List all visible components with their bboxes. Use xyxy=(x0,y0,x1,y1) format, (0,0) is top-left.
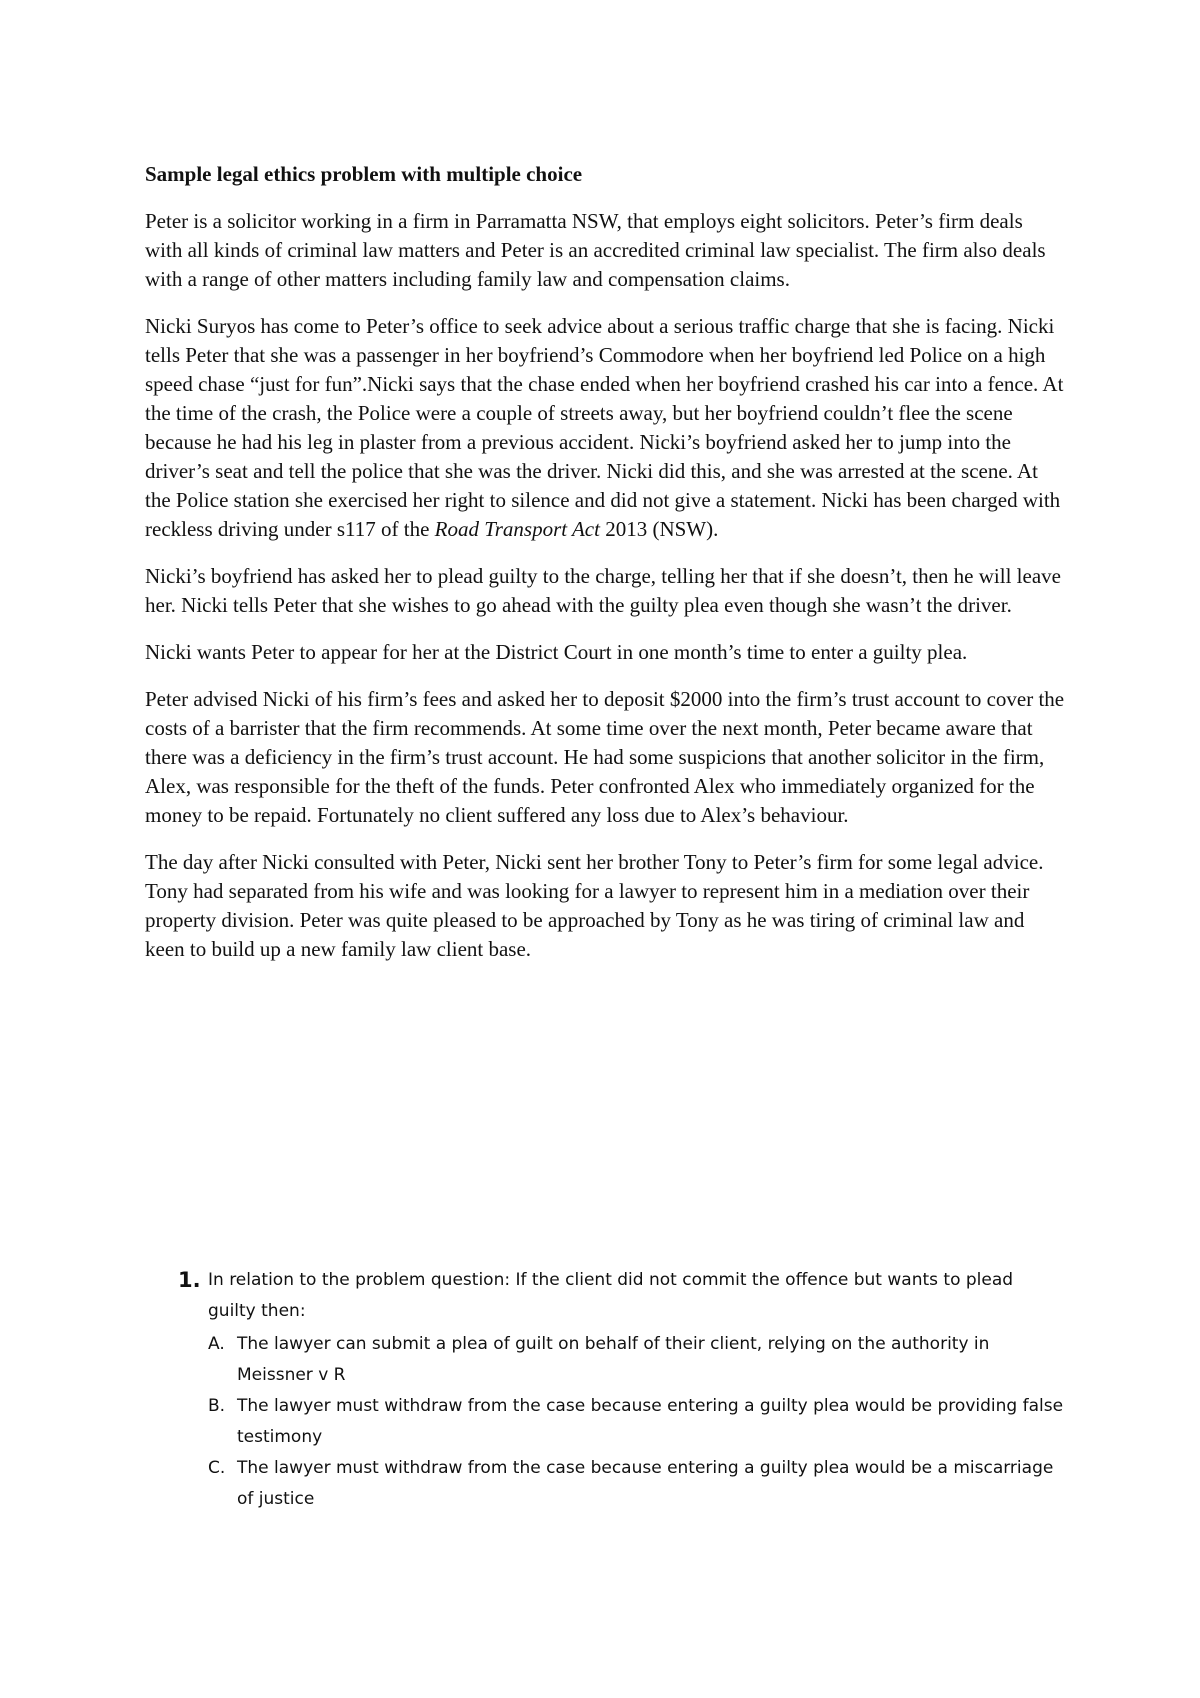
act-name: Road Transport Act xyxy=(434,517,600,541)
document-body xyxy=(145,160,1065,982)
paragraph-appearance: Nicki wants Peter to appear for her at the District Court in one month’s time to enter a guilty plea. xyxy=(145,640,968,664)
option-letter: B. xyxy=(208,1396,226,1416)
paragraph-boyfriend: Nicki’s boyfriend has asked her to plead guilty to the charge, telling her that if she doesn’t, then he will leave her. Nicki tells Peter that she wishes to go ahead with the guilty plea even though she wasn’t the driver. xyxy=(145,564,1061,617)
paragraph-tony: The day after Nicki consulted with Peter, Nicki sent her brother Tony to Peter’s firm for some legal advice. Tony had separated from his wife and was looking for a lawyer to represent him in a mediation over their property division. Peter was quite pleased to be approached by Tony as he was tiring of criminal law and keen to build up a new family law client base. xyxy=(145,850,1044,961)
option-text: The lawyer must withdraw from the case because entering a guilty plea would be providing false testimony xyxy=(237,1396,1064,1447)
paragraph-firm: Peter is a solicitor working in a firm in Parramatta NSW, that employs eight solicitors. Peter’s firm deals with all kinds of criminal law matters and Peter is an accredited criminal law specialist. The firm also deals with a range of other matters including family law and compensation claims. xyxy=(145,209,1046,291)
option-text: The lawyer can submit a plea of guilt on behalf of their client, relying on the authority in Meissner v R xyxy=(237,1334,990,1385)
question-item xyxy=(145,1265,1065,1327)
paragraph-facts xyxy=(145,312,1065,544)
question-number: 1. xyxy=(178,1268,201,1292)
paragraph-facts-end: 2013 (NSW). xyxy=(599,517,719,541)
document-title: Sample legal ethics problem with multiple choice xyxy=(145,162,583,186)
option-letter: C. xyxy=(208,1458,226,1478)
multiple-choice-question xyxy=(145,1265,1065,1515)
option-a xyxy=(145,1329,1065,1391)
option-b xyxy=(145,1391,1065,1453)
option-c xyxy=(145,1453,1065,1515)
paragraph-facts-text: Nicki Suryos has come to Peter’s office to seek advice about a serious traffic charge that she is facing. Nicki tells Peter that she was a passenger in her boyfriend’s Commodore when her boyfriend led Police on a high speed chase “just for fun”.Nicki says that the chase ended when her boyfriend crashed his car into a fence. At the time of the crash, the Police were a couple of streets away, but her boyfriend couldn’t flee the scene because he had his leg in plaster from a previous accident. Nicki’s boyfriend asked her to jump into the driver’s seat and tell the police that she was the driver. Nicki did this, and she was arrested at the scene. At the Police station she exercised her right to silence and did not give a statement. Nicki has been charged with reckless driving under s117 of the xyxy=(145,314,1064,541)
paragraph-trust-account: Peter advised Nicki of his firm’s fees and asked her to deposit $2000 into the firm’s trust account to cover the costs of a barrister that the firm recommends. At some time over the next month, Peter became aware that there was a deficiency in the firm’s trust account. He had some suspicions that another solicitor in the firm, Alex, was responsible for the theft of the funds. Peter confronted Alex who immediately organized for the money to be repaid. Fortunately no client suffered any loss due to Alex’s behaviour. xyxy=(145,687,1065,827)
option-letter: A. xyxy=(208,1334,225,1354)
question-text: In relation to the problem question: If the client did not commit the offence but wants to plead guilty then: xyxy=(208,1270,1014,1321)
option-text: The lawyer must withdraw from the case because entering a guilty plea would be a miscarriage of justice xyxy=(237,1458,1054,1509)
option-list xyxy=(145,1329,1065,1515)
